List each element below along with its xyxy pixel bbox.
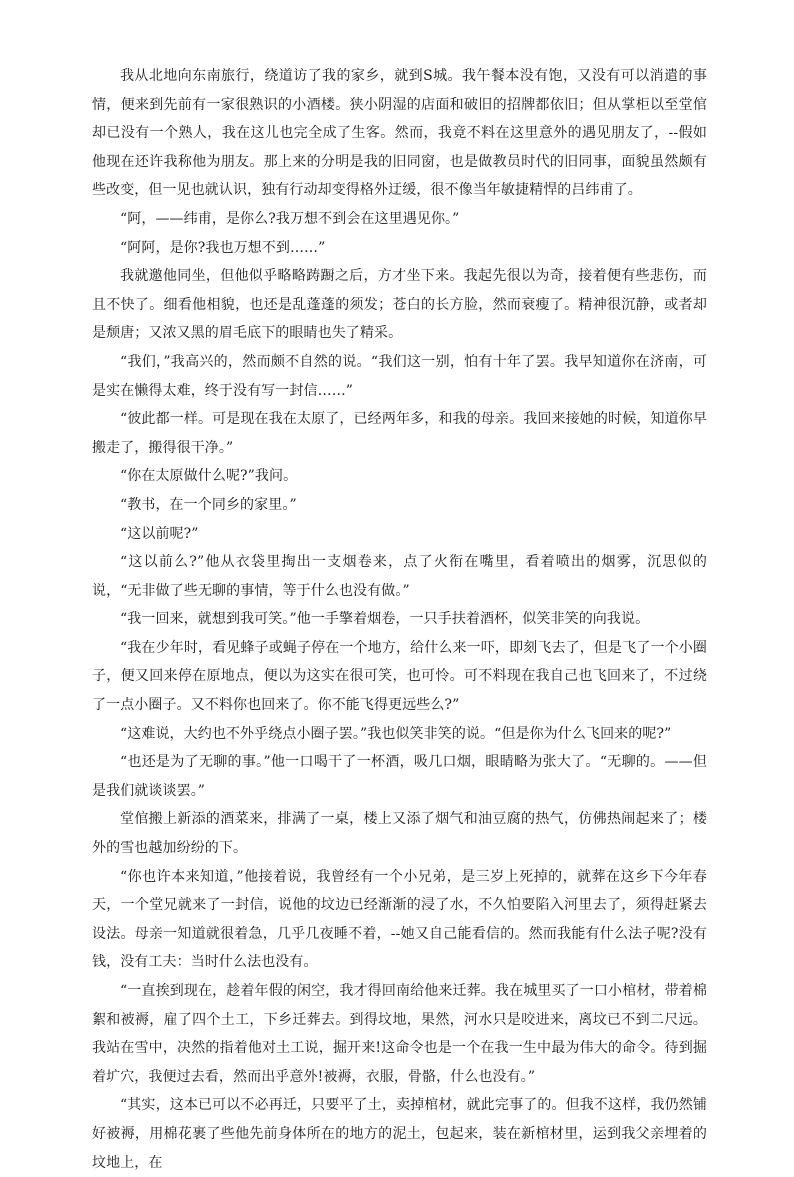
paragraph-10: “这以前么?”他从衣袋里掏出一支烟卷来，点了火衔在嘴里，看着喷出的烟雾，沉思似的说，“无非做了些无聊的事情，等于什么也没有做。” — [92, 554, 707, 599]
paragraph-8: “教书，在一个同乡的家里。” — [120, 496, 297, 513]
paragraph-15: 堂倌搬上新添的酒菜来，排满了一桌，楼上又添了烟气和油豆腐的热气，仿佛热闹起来了；楼外的雪也越加纷纷的下。 — [92, 811, 707, 857]
paragraph-13: “这难说，大约也不外乎绕点小圈子罢。”我也似笑非笑的说。“但是你为什么飞回来的呢?” — [120, 725, 672, 742]
paragraph-5: “我们，”我高兴的，然而颇不自然的说。“我们这一别，怕有十年了罢。我早知道你在济南，可是实在懒得太难，终于没有写一封信……” — [92, 353, 707, 399]
paragraph-3: “阿阿，是你?我也万想不到……” — [120, 239, 326, 256]
paragraph-1: 我从北地向东南旅行，绕道访了我的家乡，就到S城。我午餐本没有饱，又没有可以消遣的事情，便来到先前有一家很熟识的小酒楼。狭小阴湿的店面和破旧的招牌都依旧；但从掌柜以至堂倌却已没有一个熟人，我在这儿也完全成了生客。然而，我竟不料在这里意外的遇见朋友了，--假如他现在还许我称他为朋友。那上来的分明是我的旧同窗，也是做教员时代的旧同事，面貌虽然颇有些改变，但一见也就认识，独有行动却变得格外迂缓，很不像当年敏捷精悍的吕纬甫了。 — [92, 68, 707, 199]
paragraph-4: 我就邀他同坐，但他似乎略略踌蹰之后，方才坐下来。我起先很以为奇，接着便有些悲伤，而且不快了。细看他相貌，也还是乱蓬蓬的须发；苍白的长方脸，然而衰瘦了。精神很沉静，或者却是颓唐；又浓又黑的眉毛底下的眼睛也失了精采。 — [92, 268, 707, 342]
paragraph-7: “你在太原做什么呢?”我问。 — [120, 468, 298, 485]
paragraph-16: “你也许本来知道，”他接着说，我曾经有一个小兄弟，是三岁上死掉的，就葬在这乡下今年春天，一个堂兄就来了一封信，说他的坟边已经渐渐的浸了水，不久怕要陷入河里去了，须得赶紧去设法。母亲一知道就很着急，几乎几夜睡不着，--她又自己能看信的。然而我能有什么法子呢?没有钱，没有工夫：当时什么法也没有。 — [92, 868, 707, 971]
paragraph-12: “我在少年时，看见蜂子或蝇子停在一个地方，给什么来一吓，即刻飞去了，但是飞了一个小圈子，便又回来停在原地点，便以为这实在很可笑，也可怜。可不料现在我自己也飞回来了，不过绕了一点小圈子。又不料你也回来了。你不能飞得更远些么?” — [92, 639, 707, 714]
paragraph-9: “这以前呢?” — [120, 525, 199, 542]
paragraph-17: “一直挨到现在，趁着年假的闲空，我才得回南给他来迁葬。我在城里买了一口小棺材，带着棉絮和被褥，雇了四个土工，下乡迁葬去。到得坟地，果然，河水只是咬进来，离坟已不到二尺远。我站在雪中，决然的指着他对土工说，掘开来!这命令也是一个在我一生中最为伟大的命令。待到掘着圹穴，我便过去看，然而出乎意外!被褥，衣服，骨骼，什么也没有。” — [92, 983, 707, 1085]
paragraph-14: “也还是为了无聊的事。”他一口喝干了一杯酒，吸几口烟，眼睛略为张大了。“无聊的。——但是我们就谈谈罢。” — [92, 754, 707, 799]
document-body — [92, 62, 707, 1177]
paragraph-18: “其实，这本已可以不必再迁，只要平了土，卖掉棺材，就此完事了的。但我不这样，我仍然铺好被褥，用棉花裹了些他先前身体所在的地方的泥土，包起来，装在新棺材里，运到我父亲埋着的坟地上，在 — [92, 1097, 707, 1171]
paragraph-2: “阿，——纬甫，是你么?我万想不到会在这里遇见你。” — [120, 210, 460, 227]
paragraph-6: “彼此都一样。可是现在我在太原了，已经两年多，和我的母亲。我回来接她的时候，知道你早搬走了，搬得很干净。” — [92, 411, 707, 456]
paragraph-11: “我一回来，就想到我可笑。”他一手擎着烟卷，一只手扶着酒杯，似笑非笑的向我说。 — [120, 611, 650, 628]
